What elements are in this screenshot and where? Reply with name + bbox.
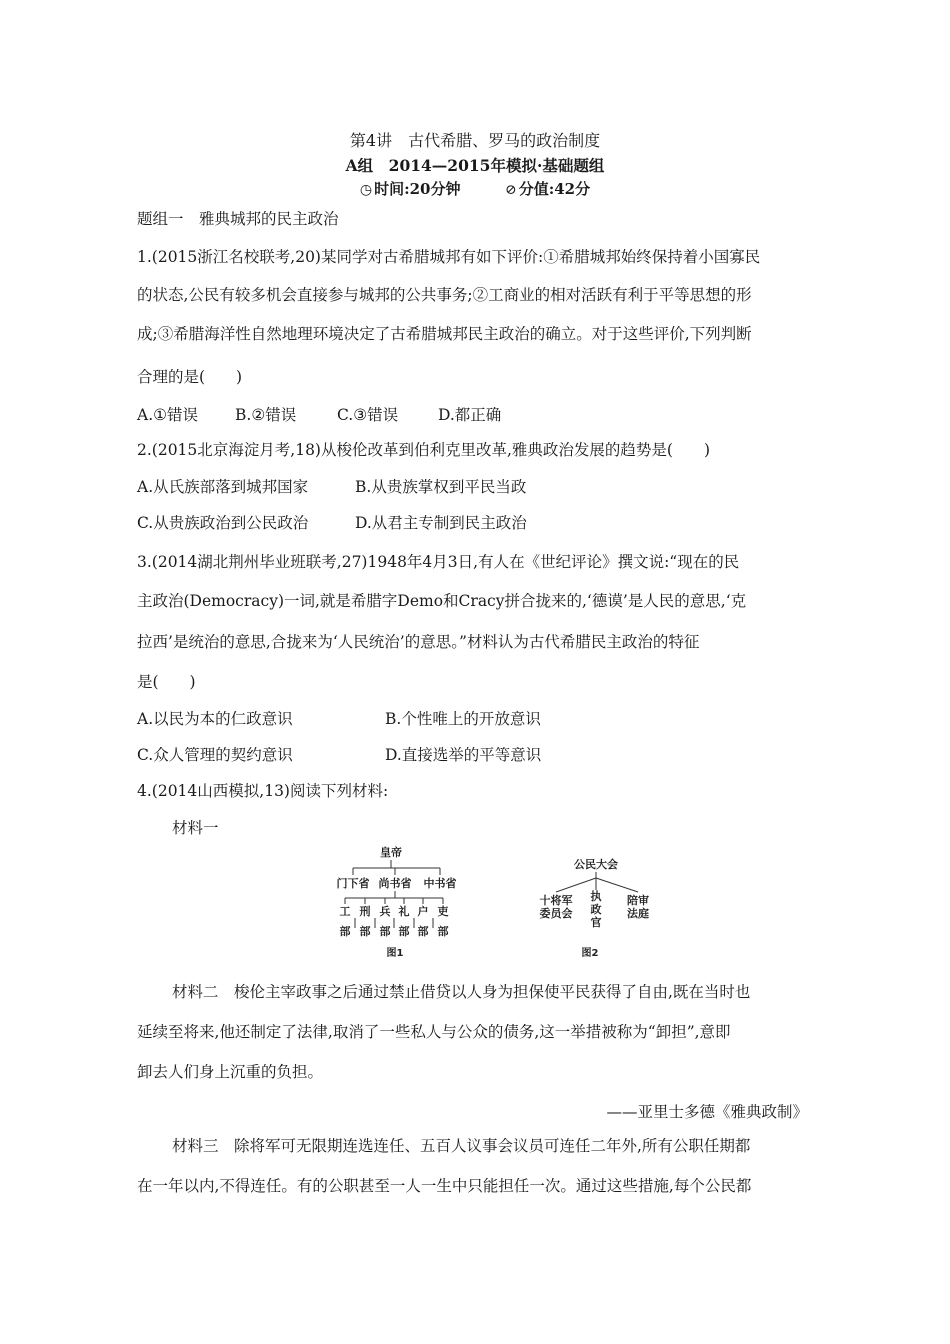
fig2-assembly: 公民大会 bbox=[574, 858, 618, 871]
fig1-ministry-char: 吏 bbox=[437, 905, 449, 918]
material-1-label: 材料一 bbox=[172, 819, 219, 837]
fig1-ministry-char: 工 bbox=[339, 905, 351, 918]
fig2-caption: 图2 bbox=[581, 948, 599, 959]
fig1-ministry-char: 部 bbox=[339, 925, 351, 938]
check-score-icon: ⊘ bbox=[504, 182, 517, 198]
q2-option-a[interactable]: A.从氏族部落到城邦国家 bbox=[137, 478, 309, 496]
figure-1-org-chart bbox=[325, 842, 475, 962]
q1-line: 成;③希腊海洋性自然地理环境决定了古希腊城邦民主政治的确立。对于这些评价,下列判断 bbox=[137, 325, 752, 343]
fig1-emperor: 皇帝 bbox=[380, 846, 402, 859]
figure-2-org-chart bbox=[528, 852, 678, 962]
lesson-title: 第4讲 古代希腊、罗马的政治制度 bbox=[349, 131, 601, 150]
exam-meta bbox=[0, 178, 950, 199]
material-3-line: 在一年以内,不得连任。有的公职甚至一人一生中只能担任一次。通过这些措施,每个公民都 bbox=[137, 1177, 752, 1195]
fig2-archon-1: 执 bbox=[590, 890, 602, 903]
fig1-zhongshu: 中书省 bbox=[423, 877, 457, 890]
fig1-ministry-char: 部 bbox=[398, 925, 410, 938]
q3-line: 拉西’是统治的意思,合拢来为‘人民统治’的意思。”材料认为古代希腊民主政治的特征 bbox=[137, 633, 700, 651]
fig2-court-2: 法庭 bbox=[627, 907, 649, 920]
material-2-source: ——亚里士多德《雅典政制》 bbox=[606, 1103, 808, 1121]
q2-option-d[interactable]: D.从君主专制到民主政治 bbox=[355, 514, 527, 532]
section-title: 题组一 雅典城邦的民主政治 bbox=[137, 210, 339, 228]
q1-line: 1.(2015浙江名校联考,20)某同学对古希腊城邦有如下评价:①希腊城邦始终保持着小国寡民 bbox=[137, 248, 761, 266]
q2-option-c[interactable]: C.从贵族政治到公民政治 bbox=[137, 514, 309, 532]
q1-line: 的状态,公民有较多机会直接参与城邦的公共事务;②工商业的相对活跃有利于平等思想的形 bbox=[137, 286, 752, 304]
q4-intro: 4.(2014山西模拟,13)阅读下列材料: bbox=[137, 782, 389, 800]
q2-stem: 2.(2015北京海淀月考,18)从梭伦改革到伯利克里改革,雅典政治发展的趋势是( ) bbox=[137, 441, 711, 459]
q3-line: 是( ) bbox=[137, 673, 196, 691]
q1-option-d[interactable]: D.都正确 bbox=[438, 406, 502, 424]
fig1-ministry-char: 部 bbox=[379, 925, 391, 938]
q1-option-c[interactable]: C.③错误 bbox=[337, 406, 399, 424]
fig1-caption: 图1 bbox=[386, 948, 404, 959]
q3-line: 3.(2014湖北荆州毕业班联考,27)1948年4月3日,有人在《世纪评论》撰文说:“现在的民 bbox=[137, 553, 740, 571]
fig2-archon-3: 官 bbox=[590, 916, 602, 929]
q2-option-b[interactable]: B.从贵族掌权到平民当政 bbox=[355, 478, 527, 496]
q1-option-b[interactable]: B.②错误 bbox=[235, 406, 297, 424]
fig2-court-1: 陪审 bbox=[627, 894, 649, 907]
q1-option-a[interactable]: A.①错误 bbox=[137, 406, 199, 424]
material-3-line: 材料三 除将军可无限期连选连任、五百人议事会议员可连任二年外,所有公职任期都 bbox=[172, 1137, 751, 1155]
score-total: 分值:42分 bbox=[518, 180, 591, 198]
fig2-generals-1: 十将军 bbox=[539, 894, 573, 907]
fig1-ministry-char: 兵 bbox=[379, 905, 391, 918]
material-2-line: 卸去人们身上沉重的负担。 bbox=[137, 1063, 324, 1081]
fig1-shangshu: 尚书省 bbox=[378, 877, 412, 890]
fig2-archon-2: 政 bbox=[590, 903, 602, 916]
time-limit: 时间:20分钟 bbox=[374, 180, 461, 198]
q3-option-c[interactable]: C.众人管理的契约意识 bbox=[137, 746, 293, 764]
material-2-line: 材料二 梭伦主宰政事之后通过禁止借贷以人身为担保使平民获得了自由,既在当时也 bbox=[172, 983, 751, 1001]
fig2-generals-2: 委员会 bbox=[539, 907, 573, 920]
q3-option-b[interactable]: B.个性唯上的开放意识 bbox=[385, 710, 541, 728]
fig1-menxia: 门下省 bbox=[336, 877, 370, 890]
fig1-ministry-char: 礼 bbox=[398, 905, 410, 918]
fig1-ministry-char: 刑 bbox=[359, 905, 371, 918]
clock-icon: ◷ bbox=[359, 182, 373, 198]
q3-line: 主政治(Democracy)一词,就是希腊字Demo和Cracy拼合拢来的,‘德谟’是人民的意思,‘克 bbox=[137, 592, 747, 610]
q3-option-d[interactable]: D.直接选举的平等意识 bbox=[385, 746, 542, 764]
material-2-line: 延续至将来,他还制定了法律,取消了一些私人与公众的债务,这一举措被称为“卸担”,意即 bbox=[137, 1023, 731, 1041]
fig1-ministry-char: 部 bbox=[437, 925, 449, 938]
fig1-ministry-char: 部 bbox=[359, 925, 371, 938]
fig1-ministry-char: 户 bbox=[417, 905, 429, 918]
fig1-ministry-char: 部 bbox=[417, 925, 429, 938]
group-title: A组 2014—2015年模拟·基础题组 bbox=[345, 156, 605, 175]
q3-option-a[interactable]: A.以民为本的仁政意识 bbox=[137, 710, 293, 728]
q1-line: 合理的是( ) bbox=[137, 368, 243, 386]
